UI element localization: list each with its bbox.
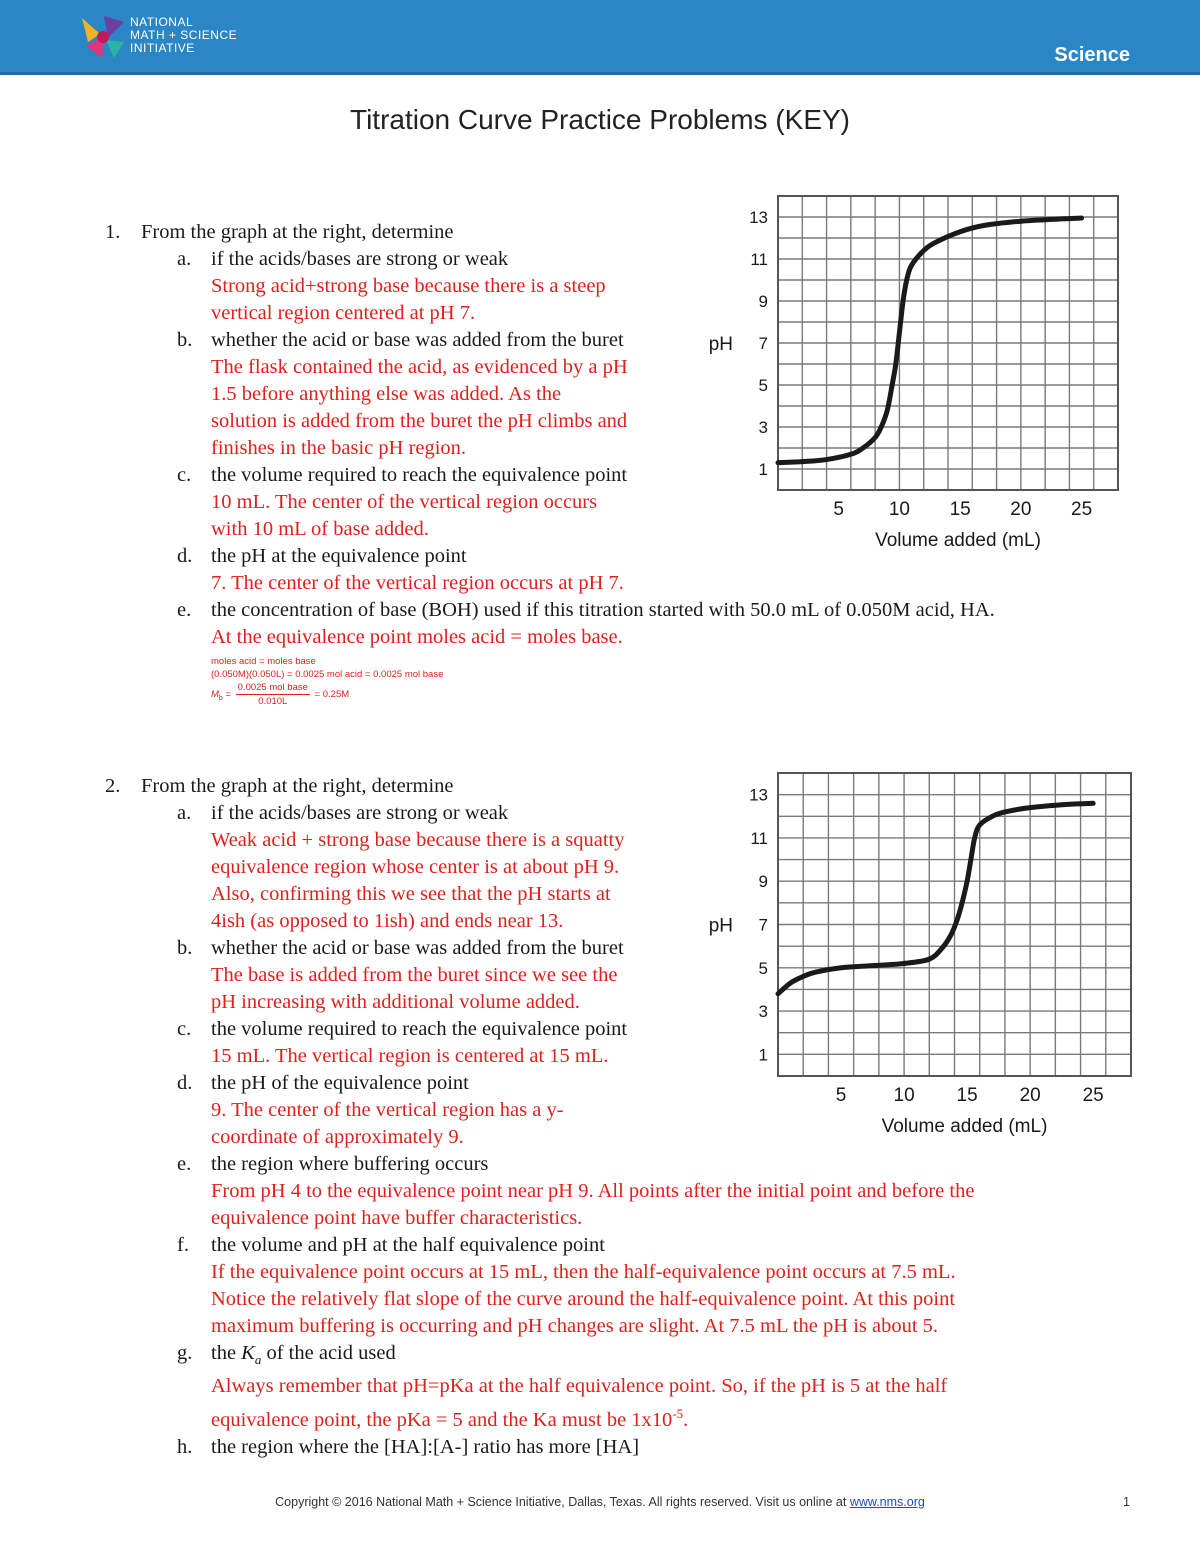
item-letter: a. bbox=[177, 802, 192, 824]
footer-link[interactable]: www.nms.org bbox=[849, 1495, 925, 1509]
answer-line: Also, confirming this we see that the pH starts at bbox=[211, 883, 611, 905]
item-letter: e. bbox=[177, 1153, 192, 1175]
molarity-formula bbox=[211, 655, 1115, 708]
answer-line: solution is added from the buret the pH climbs and bbox=[211, 410, 628, 432]
item-letter: b. bbox=[177, 937, 193, 959]
y-tick-label: 5 bbox=[758, 376, 768, 395]
y-axis-label: pH bbox=[708, 915, 733, 937]
answer-text: equivalence point, the pKa = 5 and the Ka must be 1x10 bbox=[211, 1408, 673, 1431]
answer-line: From pH 4 to the equivalence point near pH 9. All points after the initial point and before the bbox=[211, 1180, 975, 1202]
y-tick-label: 1 bbox=[758, 1045, 768, 1065]
answer-line bbox=[211, 1400, 1115, 1434]
titration-chart-weak bbox=[700, 765, 1140, 1140]
x-tick-label: 10 bbox=[888, 499, 910, 520]
x-tick-label: 5 bbox=[835, 1085, 847, 1106]
footer-copyright: Copyright © 2016 National Math + Science Initiative, Dallas, Texas. All rights reserved. Visit us online at bbox=[275, 1495, 850, 1509]
answer-line: The base is added from the buret since we see the bbox=[211, 964, 618, 986]
formula-lhs: M bbox=[211, 689, 219, 701]
formula-lhs-sub: b bbox=[218, 694, 223, 702]
answer-line: coordinate of approximately 9. bbox=[211, 1126, 464, 1148]
header-bar bbox=[0, 0, 1200, 75]
item-letter: g. bbox=[177, 1342, 193, 1364]
item-prompt: the concentration of base (BOH) used if this titration started with 50.0 mL of 0.050M acid, HA. bbox=[211, 599, 995, 621]
ka-subscript: a bbox=[254, 1352, 262, 1368]
subject-label: Science bbox=[1054, 44, 1130, 66]
answer-line: If the equivalence point occurs at 15 mL, then the half-equivalence point occurs at 7.5 mL. bbox=[211, 1261, 956, 1283]
x-tick-label: 25 bbox=[1071, 499, 1093, 520]
x-tick-label: 15 bbox=[956, 1085, 978, 1106]
y-tick-label: 13 bbox=[749, 208, 768, 227]
answer-line: equivalence point have buffer characteristics. bbox=[211, 1207, 583, 1229]
item-letter: a. bbox=[177, 248, 192, 270]
answer-line: pH increasing with additional volume added. bbox=[211, 991, 580, 1013]
y-tick-label: 11 bbox=[750, 250, 768, 269]
y-tick-label: 13 bbox=[749, 785, 768, 805]
x-tick-label: 25 bbox=[1082, 1085, 1104, 1106]
item-letter: f. bbox=[177, 1234, 189, 1256]
answer-line: vertical region centered at pH 7. bbox=[211, 302, 476, 324]
question-text: From the graph at the right, determine bbox=[141, 775, 454, 797]
nms-logo-icon bbox=[78, 12, 128, 62]
fraction-numerator: 0.0025 mol base bbox=[237, 682, 308, 693]
formula-line-1: moles acid = moles base bbox=[211, 656, 316, 667]
x-tick-label: 5 bbox=[833, 499, 845, 520]
answer-line: Strong acid+strong base because there is a steep bbox=[211, 275, 606, 297]
item-prompt: the volume required to reach the equivalence point bbox=[211, 464, 628, 486]
titration-curve bbox=[778, 803, 1093, 993]
answer-line: equivalence region whose center is at about pH 9. bbox=[211, 856, 620, 878]
answer-line: At the equivalence point moles acid = moles base. bbox=[211, 626, 623, 648]
answer-line: The flask contained the acid, as evidenced by a pH bbox=[211, 356, 628, 378]
answer-line: maximum buffering is occurring and pH changes are slight. At 7.5 mL the pH is about 5. bbox=[211, 1315, 939, 1337]
x-tick-label: 15 bbox=[949, 499, 971, 520]
y-tick-label: 9 bbox=[758, 872, 768, 892]
y-tick-label: 7 bbox=[758, 915, 768, 935]
question-text: From the graph at the right, determine bbox=[141, 221, 454, 243]
item-letter: d. bbox=[177, 545, 193, 567]
question-number: 2. bbox=[105, 775, 121, 797]
item-prompt bbox=[211, 1340, 1115, 1373]
x-axis-label: Volume added (mL) bbox=[881, 1116, 1048, 1137]
formula-fraction bbox=[236, 681, 310, 708]
q2-item-h bbox=[177, 1434, 1115, 1461]
item-letter: c. bbox=[177, 464, 192, 486]
formula-line-2: (0.050M)(0.050L) = 0.0025 mol acid = 0.0025 mol base bbox=[211, 669, 444, 680]
y-tick-label: 3 bbox=[758, 1002, 768, 1022]
answer-line: finishes in the basic pH region. bbox=[211, 437, 467, 459]
footer bbox=[0, 1495, 1200, 1509]
titration-curve bbox=[778, 218, 1082, 463]
item-prompt: the volume and pH at the half equivalence point bbox=[211, 1234, 605, 1256]
org-line-3: INITIATIVE bbox=[130, 41, 195, 55]
item-prompt: the pH of the equivalence point bbox=[211, 1072, 469, 1094]
answer-line: Weak acid + strong base because there is a squatty bbox=[211, 829, 625, 851]
item-letter: d. bbox=[177, 1072, 193, 1094]
org-line-2: MATH + SCIENCE bbox=[130, 28, 238, 42]
q1-item-e bbox=[177, 597, 1115, 651]
q2-item-e bbox=[177, 1151, 1115, 1232]
x-tick-label: 20 bbox=[1010, 499, 1032, 520]
y-axis-label: pH bbox=[708, 334, 733, 355]
x-axis-label: Volume added (mL) bbox=[875, 530, 1041, 551]
item-prompt: if the acids/bases are strong or weak bbox=[211, 248, 509, 270]
formula-result: = 0.25M bbox=[314, 689, 350, 701]
answer-line: with 10 mL of base added. bbox=[211, 518, 429, 540]
answer-line: 4ish (as opposed to 1ish) and ends near 13. bbox=[211, 910, 564, 932]
answer-exponent: -5 bbox=[672, 1406, 684, 1422]
question-number: 1. bbox=[105, 221, 121, 243]
fraction-denominator: 0.010L bbox=[258, 696, 288, 707]
q2-item-g bbox=[177, 1340, 1115, 1434]
answer-line: 7. The center of the vertical region occurs at pH 7. bbox=[211, 572, 624, 594]
y-tick-label: 9 bbox=[758, 292, 768, 311]
item-letter: c. bbox=[177, 1018, 192, 1040]
item-prompt: the pH at the equivalence point bbox=[211, 545, 467, 567]
formula-line-3: $M_b$ = $\frac{\text{0.0025 mol base}}{0.010L}$ = 0.25M bbox=[211, 682, 350, 707]
answer-end: . bbox=[683, 1408, 689, 1431]
org-name bbox=[130, 16, 237, 55]
titration-chart-strong bbox=[700, 190, 1140, 555]
answer-line: Always remember that pH=pKa at the half equivalence point. So, if the pH is 5 at the half bbox=[211, 1375, 948, 1398]
item-prompt: the region where the [HA]:[A-] ratio has more [HA] bbox=[211, 1435, 640, 1458]
answer-line: Notice the relatively flat slope of the curve around the half-equivalence point. At this point bbox=[211, 1288, 956, 1310]
x-tick-label: 20 bbox=[1019, 1085, 1041, 1106]
item-prompt: the volume required to reach the equivalence point bbox=[211, 1018, 628, 1040]
q2-item-f bbox=[177, 1232, 1115, 1340]
y-tick-label: 11 bbox=[750, 828, 768, 848]
y-tick-label: 5 bbox=[758, 958, 768, 978]
org-line-1: NATIONAL bbox=[130, 15, 194, 29]
answer-line: 9. The center of the vertical region has a y- bbox=[211, 1099, 564, 1121]
item-letter: b. bbox=[177, 329, 193, 351]
answer-line: 1.5 before anything else was added. As the bbox=[211, 383, 562, 405]
y-tick-label: 3 bbox=[758, 418, 768, 437]
item-prompt: whether the acid or base was added from the buret bbox=[211, 937, 624, 959]
y-tick-label: 1 bbox=[758, 460, 768, 479]
item-prompt: if the acids/bases are strong or weak bbox=[211, 802, 509, 824]
prompt-pre: the bbox=[211, 1342, 242, 1364]
x-tick-label: 10 bbox=[893, 1085, 915, 1106]
item-letter: h. bbox=[177, 1435, 193, 1458]
item-prompt: the region where buffering occurs bbox=[211, 1153, 489, 1175]
page-number: 1 bbox=[1123, 1495, 1130, 1509]
y-tick-label: 7 bbox=[758, 334, 768, 353]
prompt-post: of the acid used bbox=[261, 1342, 396, 1364]
item-letter: e. bbox=[177, 599, 192, 621]
item-prompt: whether the acid or base was added from the buret bbox=[211, 329, 624, 351]
answer-line: 15 mL. The vertical region is centered at 15 mL. bbox=[211, 1045, 609, 1067]
ka-symbol: K bbox=[241, 1342, 255, 1364]
page-title: Titration Curve Practice Problems (KEY) bbox=[350, 104, 850, 135]
answer-line: 10 mL. The center of the vertical region occurs bbox=[211, 491, 598, 513]
